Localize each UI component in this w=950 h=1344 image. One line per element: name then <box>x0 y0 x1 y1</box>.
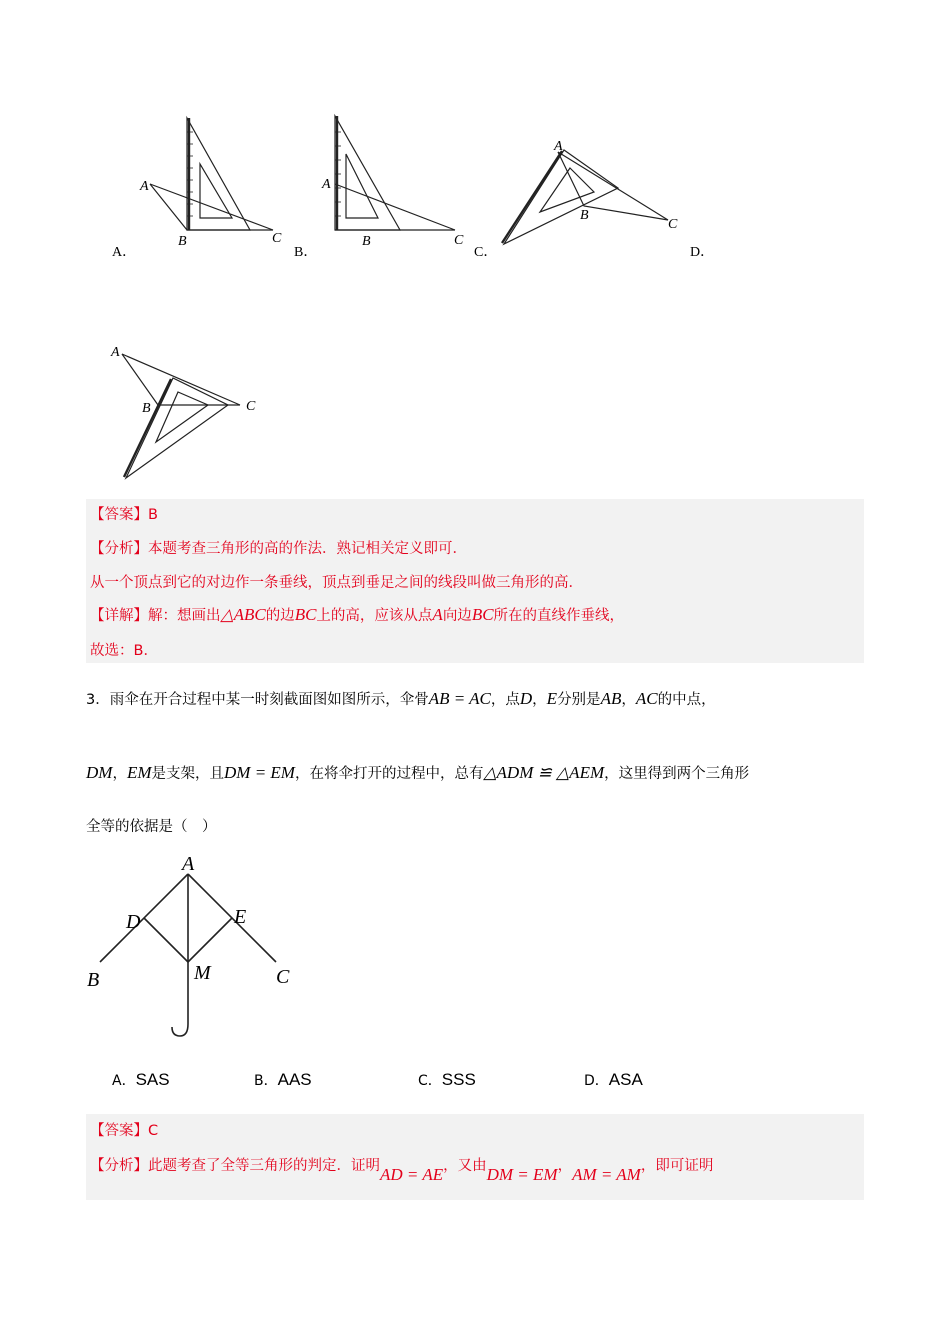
choice-value: SAS <box>135 1070 170 1089</box>
choice-b[interactable] <box>254 1070 312 1090</box>
equation-ab-ac: AB = AC <box>428 689 491 708</box>
analysis-text: ，又由 <box>443 1158 487 1174</box>
point-label-b: B <box>580 208 589 223</box>
point-label-c: C <box>454 233 464 248</box>
choice-label: B． <box>254 1073 278 1089</box>
q3-stem-line-3: 全等的依据是（ ） <box>86 819 217 835</box>
point-label-a: A <box>111 345 120 360</box>
answer-tag: 【答案】 <box>90 1123 148 1139</box>
analysis-line <box>90 537 467 558</box>
answer-value: C <box>148 1123 159 1139</box>
detail-text: 上的高，应该从点 <box>316 608 433 624</box>
point-e: E <box>546 689 558 708</box>
segment-ac: AC <box>635 689 658 708</box>
point-label-b: B <box>362 234 371 249</box>
point-label-a: A <box>182 853 195 875</box>
choice-value: AAS <box>277 1070 312 1089</box>
equation-dm-em: DM = EM <box>486 1165 558 1184</box>
point-label-e: E <box>234 906 247 928</box>
detail-text: 的边 <box>265 608 295 624</box>
detail-text: 解：想画出 <box>148 608 221 624</box>
point-label-c: C <box>246 399 256 414</box>
figure-option-b <box>320 112 470 247</box>
conclusion-line: 故选：B． <box>90 643 158 659</box>
stem-text: 3．雨伞在开合过程中某一时刻截面图如图所示，伞骨 <box>86 692 429 708</box>
analysis-text: ， <box>557 1158 573 1174</box>
choice-label: C． <box>418 1073 442 1089</box>
stem-text: ，点 <box>490 692 520 708</box>
analysis-tag: 【分析】 <box>90 541 148 557</box>
figure-option-a <box>140 112 290 247</box>
analysis-text: 本题考查三角形的高的作法．熟记相关定义即可． <box>148 541 467 557</box>
stem-text: 的中点， <box>657 692 716 708</box>
stem-text: 分别是 <box>557 692 601 708</box>
choice-label: D． <box>584 1073 609 1089</box>
q2-answer-box <box>86 499 864 663</box>
analysis-line <box>90 1154 714 1184</box>
point-label-c: C <box>272 231 282 246</box>
option-b-label: B． <box>294 245 318 260</box>
segment-bc: BC <box>471 605 494 624</box>
detail-tag: 【详解】 <box>90 608 148 624</box>
answer-tag: 【答案】 <box>90 507 148 523</box>
point-label-a: A <box>140 179 149 194</box>
answer-line <box>90 503 158 524</box>
analysis-text: 此题考查了全等三角形的判定．证明 <box>148 1158 380 1174</box>
point-label-b: B <box>87 969 100 991</box>
point-label-b: B <box>178 234 187 249</box>
stem-text: ，这里得到两个三角形 <box>604 766 750 782</box>
triangle-abc: △ABC <box>220 605 266 624</box>
point-label-b: B <box>142 401 151 416</box>
answer-line <box>90 1119 158 1140</box>
equation-am-am: AM = AM <box>572 1165 641 1184</box>
option-d-label: D． <box>690 245 715 260</box>
segment-ab: AB <box>600 689 622 708</box>
choice-value: SSS <box>441 1070 476 1089</box>
equation-dm-em: DM = EM <box>224 763 295 782</box>
figure-option-c <box>498 138 688 248</box>
umbrella-figure <box>82 850 302 1050</box>
q3-stem-line-2 <box>86 762 749 783</box>
point-label-a: A <box>554 139 563 154</box>
choice-a[interactable] <box>112 1070 170 1090</box>
answer-value: B <box>148 507 158 523</box>
choice-value: ASA <box>608 1070 643 1089</box>
option-c-label: C． <box>474 245 498 260</box>
detail-line <box>90 604 624 625</box>
point-a: A <box>432 605 443 624</box>
segment-em: EM <box>126 763 152 782</box>
stem-text: ， <box>112 766 127 782</box>
choice-d[interactable] <box>584 1070 643 1090</box>
analysis-text: ，即可证明 <box>640 1158 714 1174</box>
point-label-d: D <box>126 911 141 933</box>
stem-text: ，在将伞打开的过程中，总有 <box>294 766 484 782</box>
point-label-c: C <box>276 966 290 988</box>
point-d: D <box>519 689 533 708</box>
segment-bc: BC <box>294 605 317 624</box>
q3-answer-box <box>86 1114 864 1200</box>
choice-c[interactable] <box>418 1070 476 1090</box>
figure-option-d <box>108 340 278 485</box>
point-label-c: C <box>668 217 678 232</box>
equation-ad-ae: AD = AE <box>380 1165 444 1184</box>
congruence-statement: △ADM ≌ △AEM <box>483 763 605 782</box>
detail-text: 向边 <box>442 608 472 624</box>
definition-line: 从一个顶点到它的对边作一条垂线，顶点到垂足之间的线段叫做三角形的高． <box>90 575 583 591</box>
q3-stem-line-1 <box>86 688 716 709</box>
point-label-m: M <box>194 962 211 984</box>
stem-text: 是支架，且 <box>151 766 224 782</box>
stem-text: ， <box>621 692 636 708</box>
detail-text: 所在的直线作垂线， <box>493 608 625 624</box>
point-label-a: A <box>322 177 331 192</box>
analysis-tag: 【分析】 <box>90 1158 148 1174</box>
option-a-label: A． <box>112 245 137 260</box>
stem-text: ， <box>532 692 547 708</box>
segment-dm: DM <box>86 763 113 782</box>
choice-label: A． <box>112 1073 136 1089</box>
